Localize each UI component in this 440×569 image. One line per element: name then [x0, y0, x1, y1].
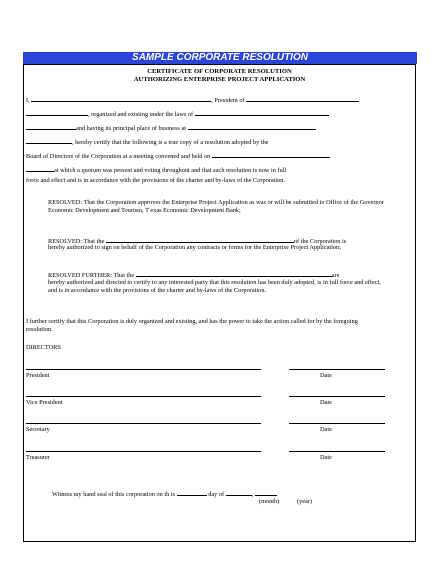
treasurer-signature-line[interactable] — [26, 451, 261, 452]
officer-blank[interactable] — [106, 236, 294, 243]
intro-line-6 — [26, 165, 286, 175]
certificate-title: CERTIFICATE OF CORPORATE RESOLUTION — [147, 68, 292, 75]
intro-line-7: force and effect and is in accordance with the provisions of the charter and by-laws of the Corporation. — [26, 177, 286, 184]
further-certify-paragraph: I further certify that this Corporation is duly organized and existing, and has the power to take the action called for by the foregoing resolution. — [26, 318, 358, 333]
president-date-line[interactable] — [289, 369, 385, 370]
witness-day-of: day of — [208, 491, 225, 498]
are-label: are — [331, 272, 340, 279]
intro-line-3 — [26, 123, 316, 133]
witness-year-blank[interactable] — [255, 489, 277, 496]
witness-month-caption: (month) — [259, 498, 280, 505]
resolved-further-label: RESOLVED FURTHER: That the — [48, 272, 135, 279]
intro-line-1 — [26, 95, 359, 105]
witness-comma: , — [251, 491, 254, 498]
president-signature-line[interactable] — [26, 369, 261, 370]
vice-president-signature-line[interactable] — [26, 396, 261, 397]
document-banner: SAMPLE CORPORATE RESOLUTION — [23, 52, 417, 64]
principal-place-label: and having its principal place of business at — [76, 125, 186, 132]
vice-president-date-line[interactable] — [289, 396, 385, 397]
treasurer-date-line[interactable] — [289, 451, 385, 452]
secretary-date-label: Date — [320, 426, 332, 433]
witness-day-blank[interactable] — [177, 489, 207, 496]
secretary-label: Secretary — [26, 426, 50, 433]
president-date-label: Date — [320, 372, 332, 379]
intro-line-5 — [26, 151, 330, 161]
laws-of-blank[interactable] — [195, 109, 329, 116]
certificate-subtitle: AUTHORIZING ENTERPRISE PROJECT APPLICATION — [133, 76, 306, 83]
certify-label: , hereby certify that the following is a true copy of a resolution adopted by the — [72, 139, 269, 146]
organized-label: , organized and existing under the laws of — [88, 111, 194, 118]
certify-blank[interactable] — [26, 137, 72, 144]
president-of-label: , President of — [211, 97, 245, 104]
place-blank[interactable] — [26, 123, 76, 130]
witness-year-caption: (year) — [297, 498, 313, 505]
treasurer-date-label: Date — [320, 454, 332, 461]
authorized-persons-blank[interactable] — [136, 270, 332, 277]
president-label: President — [26, 372, 50, 379]
resolved-paragraph-3-body: hereby authorized and directed to certify to any interested party that this resolution has been duly adopted, is in full force and effect, and is in accordance with the provisions of the charter and by-laws of the Corporation. — [48, 279, 381, 294]
witness-text: Witness my hand seal of this corporation on th is — [52, 491, 176, 498]
quorum-label: at which a quorum was present and voting throughout and that such resolution is now in full — [54, 167, 287, 174]
directors-heading: DIRECTORS — [26, 344, 61, 351]
resolved-paragraph-2-body: hereby authorized to sign on behalf of the Corporation any contracts or forms for the Enterprise Project Application; — [48, 244, 341, 251]
secretary-date-line[interactable] — [289, 423, 385, 424]
intro-line-2 — [26, 109, 329, 119]
of-corporation-label: of the Corporation is — [293, 238, 347, 245]
name-blank[interactable] — [31, 95, 211, 102]
address-blank[interactable] — [188, 123, 316, 130]
board-label: Board of Directors of the Corporation at a meeting convened and held on — [26, 153, 211, 160]
resolved-paragraph-1: RESOLVED: That the Corporation approves the Enterprise Project Application as was or will be submitted to Office of the Governor Economic Development and Tourism, T exas Economic Development Bank; — [48, 199, 384, 214]
vice-president-label: Vice President — [26, 399, 63, 406]
company-blank[interactable] — [246, 95, 359, 102]
meeting-date-blank[interactable] — [212, 151, 330, 158]
vice-president-date-label: Date — [320, 399, 332, 406]
intro-line-4 — [26, 137, 269, 147]
treasurer-label: Treasurer — [26, 454, 50, 461]
witness-line — [52, 489, 277, 499]
resolved-2-label: RESOLVED: That the — [48, 238, 105, 245]
document-frame — [23, 64, 416, 542]
intro-i-label: I, — [26, 97, 30, 104]
organized-blank[interactable] — [26, 109, 88, 116]
secretary-signature-line[interactable] — [26, 423, 261, 424]
witness-month-blank[interactable] — [226, 489, 252, 496]
quorum-blank[interactable] — [26, 165, 54, 172]
